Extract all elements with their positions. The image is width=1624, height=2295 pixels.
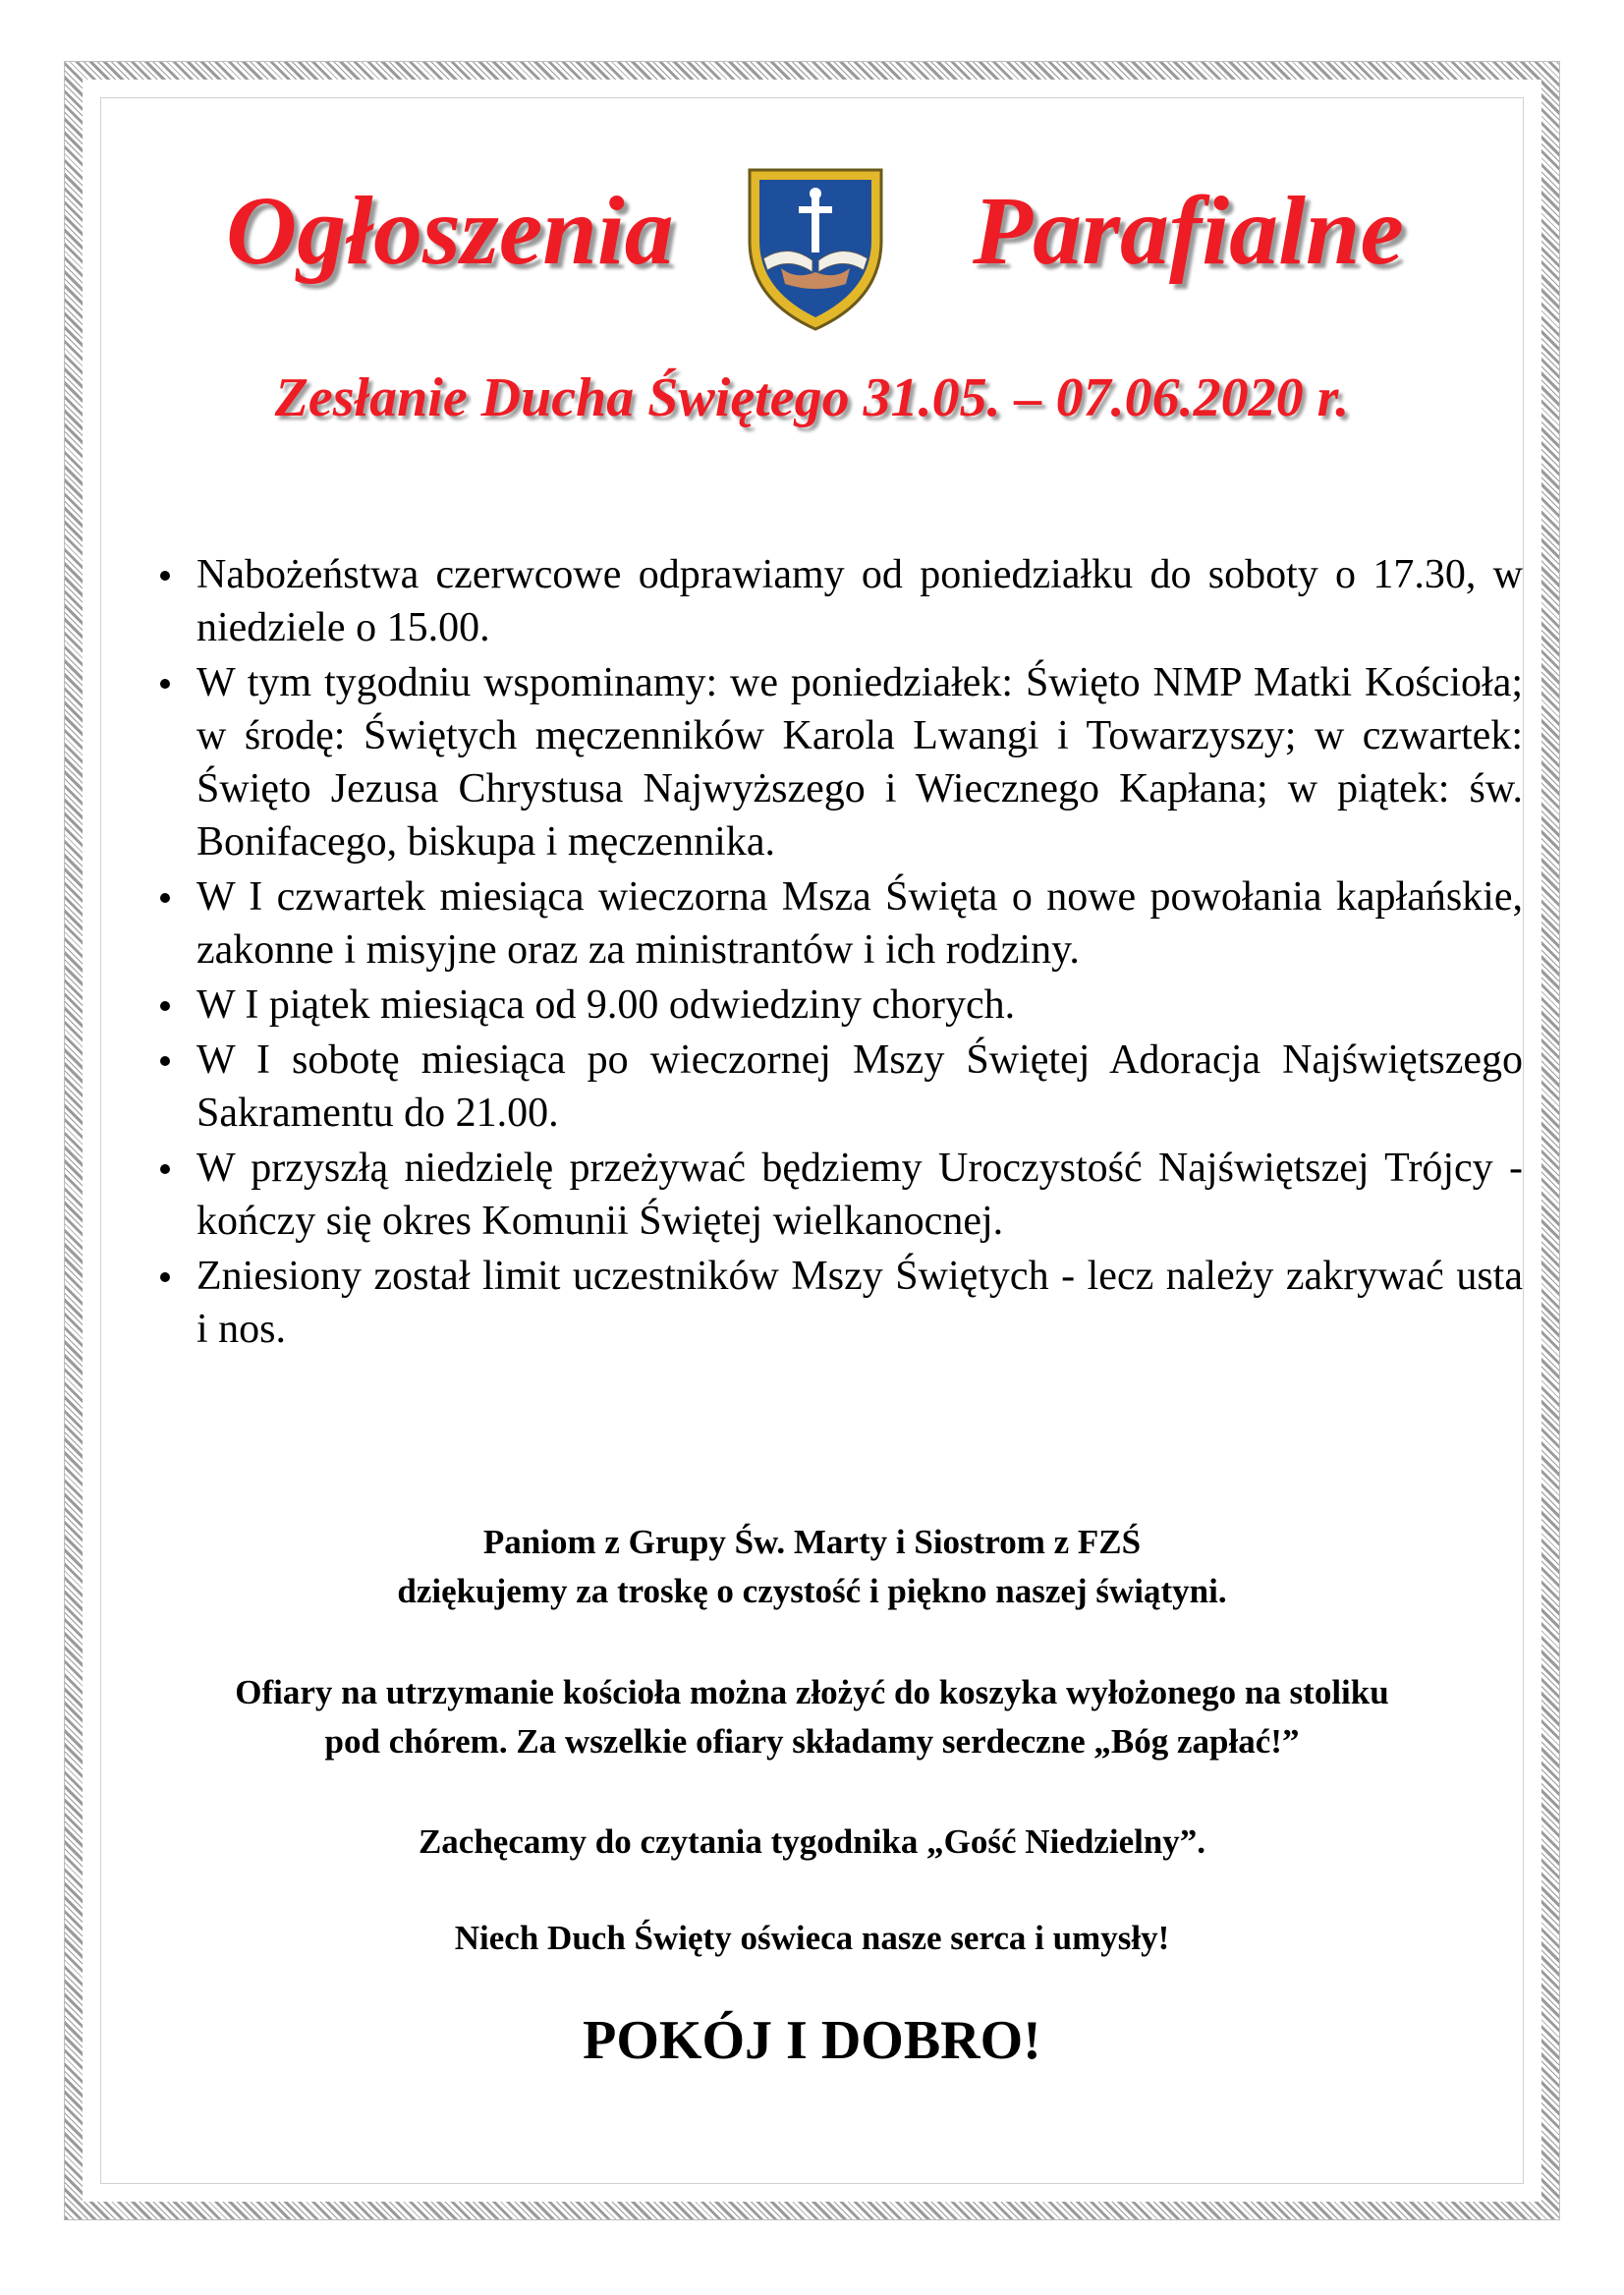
bullet-icon [160,1164,170,1174]
thanks-note [118,1518,1506,1616]
title-right: Parafialne [973,176,1404,285]
final-greeting: POKÓJ I DOBRO! [583,2010,1041,2071]
announcement-text: W tym tygodniu wspominamy: we poniedziałek: Święto NMP Matki Kościoła; w środę: Świętych męczenników Karola Lwangi i Towarzyszy; w czwartek: Święto Jezusa Chrystusa Najwyższego i Wiecznego Kapłana; w piątek: św. Bonifacego, biskupa i męczennika. [196,660,1523,865]
offering-note [118,1668,1506,1766]
bullet-icon [160,571,170,581]
offering-line-2: pod chórem. Za wszelkie ofiary składamy serdeczne „Bóg zapłać!” [324,1722,1300,1761]
announcement-text: W I piątek miesiąca od 9.00 odwiedziny chorych. [196,982,1016,1028]
announcement-text: Zniesiony został limit uczestników Mszy Świętych - lecz należy zakrywać usta i nos. [196,1254,1523,1352]
bullet-icon [160,1056,170,1066]
announcement-list [152,548,1523,1358]
announcement-item [152,656,1523,868]
bullet-icon [160,893,170,903]
bullet-icon [160,679,170,689]
announcement-item [152,870,1523,977]
announcement-item [152,548,1523,654]
bullet-icon [160,1272,170,1282]
subtitle: Zesłanie Ducha Świętego 31.05. – 07.06.2020 r. [274,367,1350,428]
announcement-item [152,1034,1523,1140]
announcement-text: W I sobotę miesiąca po wieczornej Mszy Świętej Adoracja Najświętszego Sakramentu do 21.00. [196,1037,1523,1136]
blessing-note [118,1914,1506,1963]
announcement-item [152,1142,1523,1248]
parish-coat-of-arms-icon [742,162,889,334]
announcement-item [152,1250,1523,1356]
announcement-text: W I czwartek miesiąca wieczorna Msza Święta o nowe powołania kapłańskie, zakonne i misyjne oraz za ministrantów i ich rodziny. [196,874,1523,973]
blessing-line: Niech Duch Święty oświeca nasze serca i umysły! [454,1919,1170,1957]
announcement-text: Nabożeństwa czerwcowe odprawiamy od poniedziałku do soboty o 17.30, w niedziele o 15.00. [196,552,1523,650]
announcement-item [152,979,1523,1032]
announcement-text: W przyszłą niedzielę przeżywać będziemy Uroczystość Najświętszej Trójcy - kończy się okres Komunii Świętej wielkanocnej. [196,1146,1523,1244]
reading-note [118,1818,1506,1867]
thanks-line-1: Paniom z Grupy Św. Marty i Siostrom z FZŚ [482,1523,1142,1561]
title-left: Ogłoszenia [226,176,674,285]
bullet-icon [160,1001,170,1011]
thanks-line-2: dziękujemy za troskę o czystość i piękno naszej świątyni. [397,1572,1227,1610]
reading-line: Zachęcamy do czytania tygodnika „Gość Niedzielny”. [418,1822,1206,1861]
offering-line-1: Ofiary na utrzymanie kościoła można złożyć do koszyka wyłożonego na stoliku [235,1673,1389,1711]
